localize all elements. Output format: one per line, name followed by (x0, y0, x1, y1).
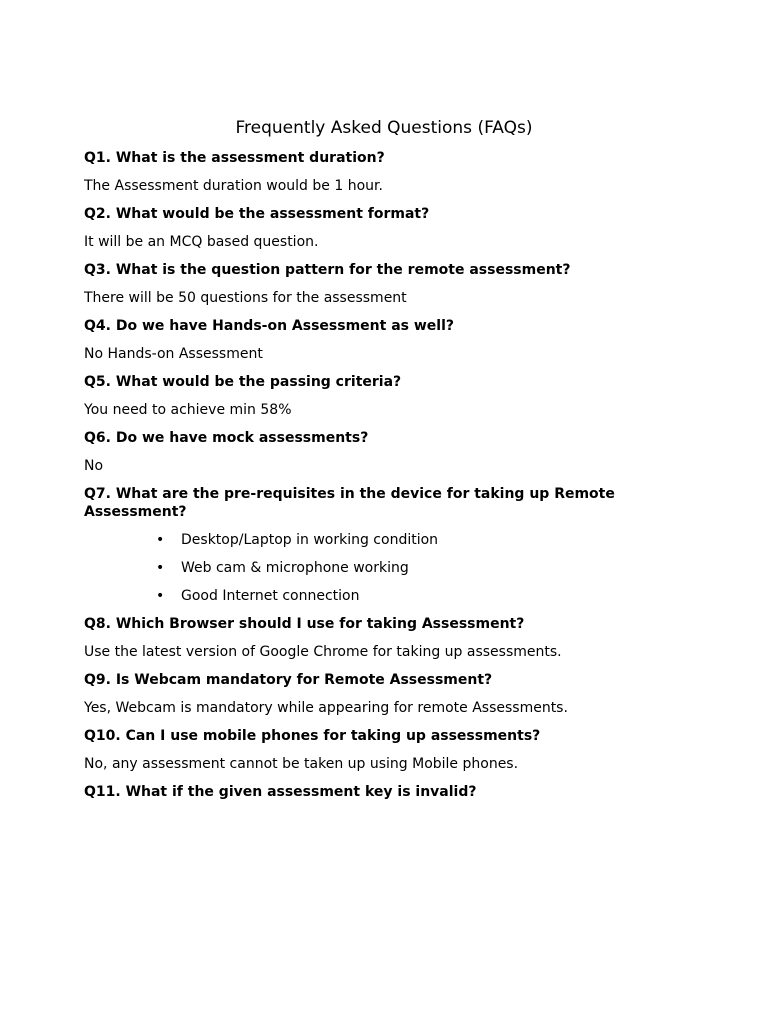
prerequisites-list (84, 531, 644, 605)
faq-answer-10: No, any assessment cannot be taken up using Mobile phones. (84, 756, 519, 772)
bullet-icon: • (156, 560, 165, 576)
bullet-icon: • (156, 588, 165, 604)
faq-list (84, 149, 644, 801)
list-item-text: Web cam & microphone working (181, 560, 409, 576)
faq-question-5: Q5. What would be the passing criteria? (84, 374, 402, 390)
faq-question-10: Q10. Can I use mobile phones for taking up assessments? (84, 728, 541, 744)
faq-question-6: Q6. Do we have mock assessments? (84, 430, 369, 446)
faq-question-9: Q9. Is Webcam mandatory for Remote Assessment? (84, 672, 493, 688)
faq-answer-4: No Hands-on Assessment (84, 346, 263, 362)
list-item (84, 531, 644, 549)
page-title: Frequently Asked Questions (FAQs) (235, 118, 533, 138)
faq-answer-8: Use the latest version of Google Chrome for taking up assessments. (84, 644, 562, 660)
faq-question-11: Q11. What if the given assessment key is invalid? (84, 784, 477, 800)
faq-question-7: Q7. What are the pre-requisites in the device for taking up Remote Assessment? (84, 486, 615, 520)
faq-answer-3: There will be 50 questions for the assessment (84, 290, 407, 306)
list-item (84, 559, 644, 577)
bullet-icon: • (156, 532, 165, 548)
faq-answer-1: The Assessment duration would be 1 hour. (84, 178, 383, 194)
faq-answer-9: Yes, Webcam is mandatory while appearing for remote Assessments. (84, 700, 568, 716)
faq-question-2: Q2. What would be the assessment format? (84, 206, 430, 222)
list-item-text: Good Internet connection (181, 588, 360, 604)
faq-answer-5: You need to achieve min 58% (84, 402, 292, 418)
list-item-text: Desktop/Laptop in working condition (181, 532, 439, 548)
faq-answer-2: It will be an MCQ based question. (84, 234, 319, 250)
faq-question-1: Q1. What is the assessment duration? (84, 150, 385, 166)
faq-question-3: Q3. What is the question pattern for the remote assessment? (84, 262, 571, 278)
faq-answer-6: No (84, 458, 104, 474)
faq-question-4: Q4. Do we have Hands-on Assessment as well? (84, 318, 454, 334)
list-item (84, 587, 644, 605)
faq-question-8: Q8. Which Browser should I use for taking Assessment? (84, 616, 525, 632)
